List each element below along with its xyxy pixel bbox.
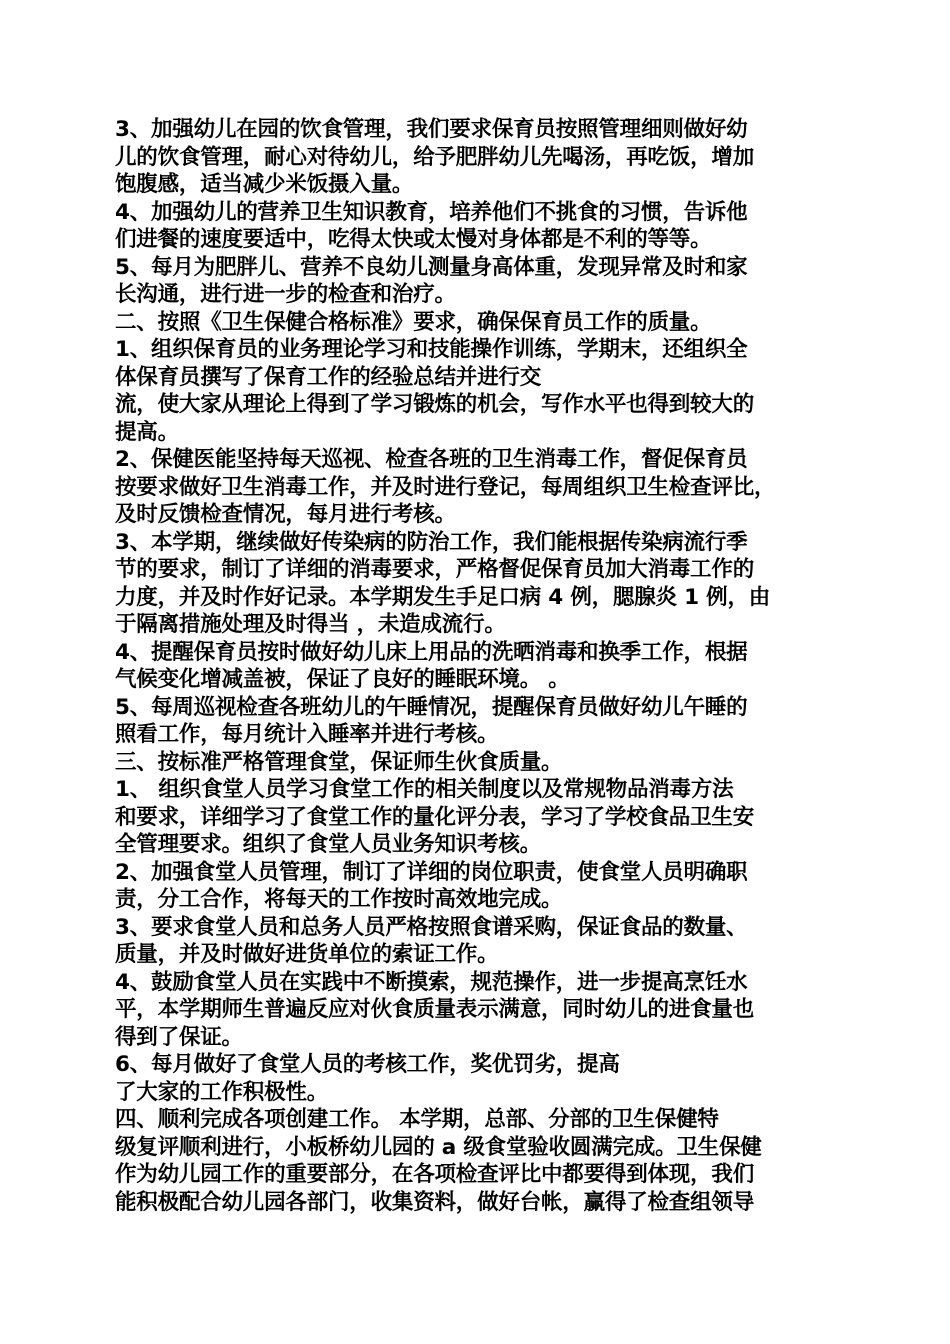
text-line: 平，本学期师生普遍反应对伙食质量表示满意，同时幼儿的进食量也 <box>115 997 755 1022</box>
text-line: 二、按照《卫生保健合格标准》要求，确保保育员工作的质量。 <box>115 309 712 335</box>
text-line: 4、加强幼儿的营养卫生知识教育，培养他们不挑食的习惯，告诉他 <box>115 199 748 225</box>
text-line: 5、每月为肥胖儿、营养不良幼儿测量身高体重，发现异常及时和家 <box>115 254 748 280</box>
text-line: 及时反馈检查情况，每月进行考核。 <box>115 502 456 527</box>
text-line: 3、本学期，继续做好传染病的防治工作，我们能根据传染病流行季 <box>115 529 748 555</box>
text-line: 全管理要求。组织了食堂人员业务知识考核。 <box>115 832 542 857</box>
text-line: 三、按标准严格管理食堂，保证师生伙食质量。 <box>115 749 563 775</box>
text-line: 饱腹感，适当减少米饭摄入量。 <box>115 172 414 197</box>
text-line: 3、要求食堂人员和总务人员严格按照食谱采购，保证食品的数量、 <box>115 914 748 940</box>
text-line: 能积极配合幼儿园各部门，收集资料，做好台帐，赢得了检查组领导 <box>115 1189 755 1215</box>
text-line: 2、保健医能坚持每天巡视、检查各班的卫生消毒工作，督促保育员 <box>115 447 748 472</box>
document-body <box>115 116 850 1216</box>
text-line: 和要求，详细学习了食堂工作的量化评分表，学习了学校食品卫生安 <box>115 804 755 830</box>
text-line: 2、加强食堂人员管理，制订了详细的岗位职责，使食堂人员明确职 <box>115 859 748 885</box>
text-line: 作为幼儿园工作的重要部分，在各项检查评比中都要得到体现，我们 <box>115 1162 755 1187</box>
text-line: 6、每月做好了食堂人员的考核工作，奖优罚劣，提高 <box>115 1052 620 1077</box>
text-line: 气候变化增减盖被，保证了良好的睡眠环境。 。 <box>115 667 570 692</box>
text-line: 节的要求，制订了详细的消毒要求，严格督促保育员加大消毒工作的 <box>115 557 755 582</box>
text-line: 体保育员撰写了保育工作的经验总结并进行交 <box>115 364 542 390</box>
text-line: 4、鼓励食堂人员在实践中不断摸索，规范操作，进一步提高烹饪水 <box>115 969 748 995</box>
text-line: 级复评顺利进行，小板桥幼儿园的 a 级食堂验收圆满完成。卫生保健 <box>115 1134 762 1160</box>
text-line: 得到了保证。 <box>115 1024 243 1050</box>
text-line: 于隔离措施处理及时得当 ，未造成流行。 <box>115 612 506 637</box>
text-line: 流，使大家从理论上得到了学习锻炼的机会，写作水平也得到较大的 <box>115 392 755 417</box>
text-line: 力度，并及时作好记录。本学期发生手足口病 4 例，腮腺炎 1 例，由 <box>115 584 771 610</box>
text-line: 按要求做好卫生消毒工作，并及时进行登记，每周组织卫生检查评比， <box>115 474 776 500</box>
text-line: 提高。 <box>115 419 179 445</box>
text-line: 长沟通，进行进一步的检查和治疗。 <box>115 282 456 307</box>
text-line: 质量，并及时做好进货单位的索证工作。 <box>115 942 499 967</box>
text-line: 儿的饮食管理，耐心对待幼儿，给予肥胖幼儿先喝汤，再吃饭，增加 <box>115 144 755 170</box>
text-line: 4、提醒保育员按时做好幼儿床上用品的洗晒消毒和换季工作，根据 <box>115 639 748 665</box>
text-line: 1、组织保育员的业务理论学习和技能操作训练，学期末，还组织全 <box>115 337 748 362</box>
text-line: 四、顺利完成各项创建工作。 本学期，总部、分部的卫生保健特 <box>115 1107 719 1132</box>
text-line: 5、每周巡视检查各班幼儿的午睡情况，提醒保育员做好幼儿午睡的 <box>115 694 748 720</box>
text-line: 3、加强幼儿在园的饮食管理，我们要求保育员按照管理细则做好幼 <box>115 117 748 142</box>
text-line: 1、 组织食堂人员学习食堂工作的相关制度以及常规物品消毒方法 <box>115 777 734 802</box>
text-line: 照看工作，每月统计入睡率并进行考核。 <box>115 722 499 747</box>
text-line: 了大家的工作积极性。 <box>115 1079 329 1105</box>
text-line: 们进餐的速度要适中，吃得太快或太慢对身体都是不利的等等。 <box>115 227 712 252</box>
text-line: 责，分工合作，将每天的工作按时高效地完成。 <box>115 887 563 912</box>
